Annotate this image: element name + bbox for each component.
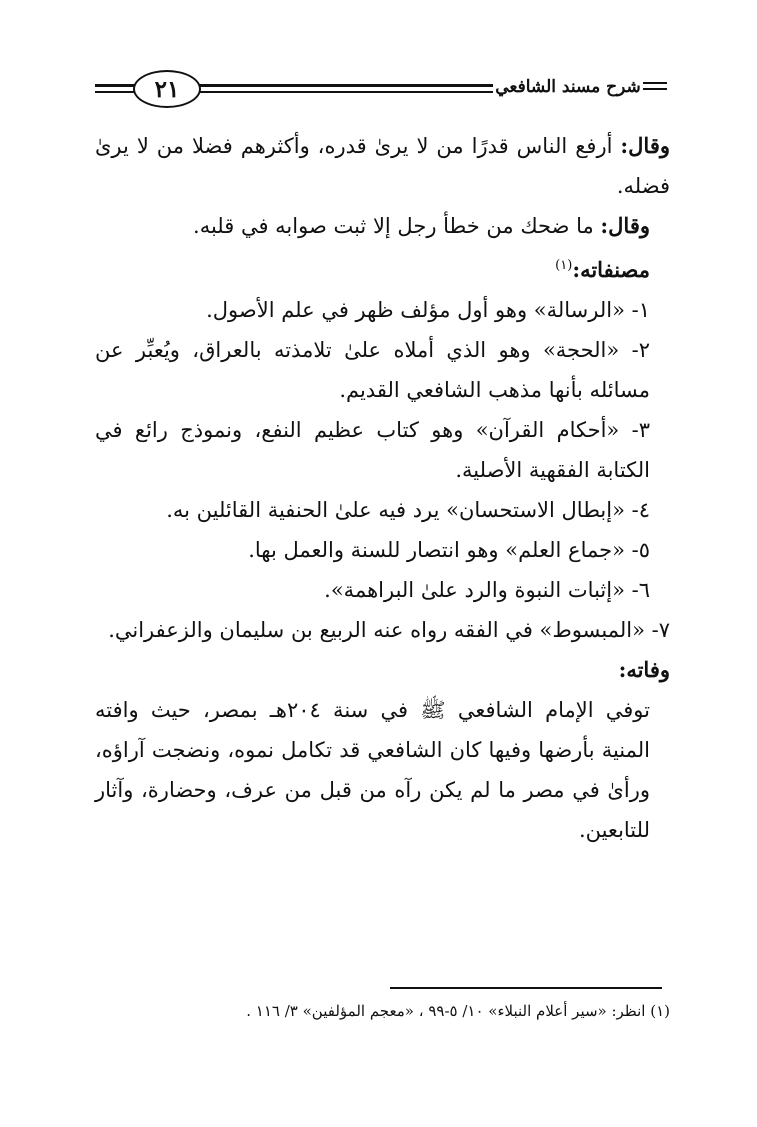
heading-text: مصنفاته:: [572, 257, 650, 282]
running-title: شرح مسند الشافعي: [493, 72, 643, 102]
main-text: [95, 126, 670, 850]
header-rule: [95, 84, 135, 87]
paragraph-text: ما ضحك من خطأ رجل إلا ثبت صوابه في قلبه.: [193, 214, 601, 238]
paragraph: [95, 126, 670, 206]
list-item: ٧- «المبسوط» في الفقه رواه عنه الربيع بن سليمان والزعفراني.: [108, 618, 670, 642]
list-item: ٦- «إثبات النبوة والرد علىٰ البراهمة».: [324, 578, 650, 602]
header-rule: [643, 82, 667, 84]
header-rule: [643, 88, 667, 90]
paragraph-lead: وقال:: [620, 133, 670, 158]
footnote-marker: (١): [555, 258, 573, 273]
list-item: ٤- «إبطال الاستحسان» يرد فيه علىٰ الحنفية القائلين به.: [166, 498, 650, 522]
list-item: ١- «الرسالة» وهو أول مؤلف ظهر في علم الأصول.: [206, 298, 650, 322]
section-heading-works: [95, 246, 670, 290]
paragraph-lead: وقال:: [600, 213, 650, 238]
list-item: ٥- «جماع العلم» وهو انتصار للسنة والعمل بها.: [248, 538, 650, 562]
list-item: ٣- «أحكام القرآن» وهو كتاب عظيم النفع، ونموذج رائع في الكتابة الفقهية الأصلية.: [95, 418, 650, 482]
paragraph-text: أرفع الناس قدرًا من لا يرىٰ قدره، وأكثرهم فضلا من لا يرىٰ فضله.: [95, 134, 670, 198]
section-heading-death: وفاته:: [618, 657, 670, 682]
page-number: ٢١: [133, 70, 201, 108]
header-rule: [95, 91, 135, 93]
paragraph: [95, 206, 670, 246]
footnote: (١) انظر: «سير أعلام النبلاء» ١٠/ ٥-٩٩ ، «معجم المؤلفين» ٣/ ١١٦ .: [246, 1002, 670, 1020]
page-header: [95, 62, 670, 116]
footnote-rule: [390, 987, 662, 989]
list-item: ٢- «الحجة» وهو الذي أملاه علىٰ تلامذته بالعراق، ويُعبِّر عن مسائله بأنها مذهب الشافعي القديم.: [95, 338, 650, 402]
paragraph: توفي الإمام الشافعي ﷺ في سنة ٢٠٤هـ بمصر، حيث وافته المنية بأرضها وفيها كان الشافعي قد تكامل نموه، ونضجت آراؤه، ورأىٰ في مصر ما لم يكن رآه من قبل من عرف، وحضارة، وآثار للتابعين.: [95, 698, 650, 842]
